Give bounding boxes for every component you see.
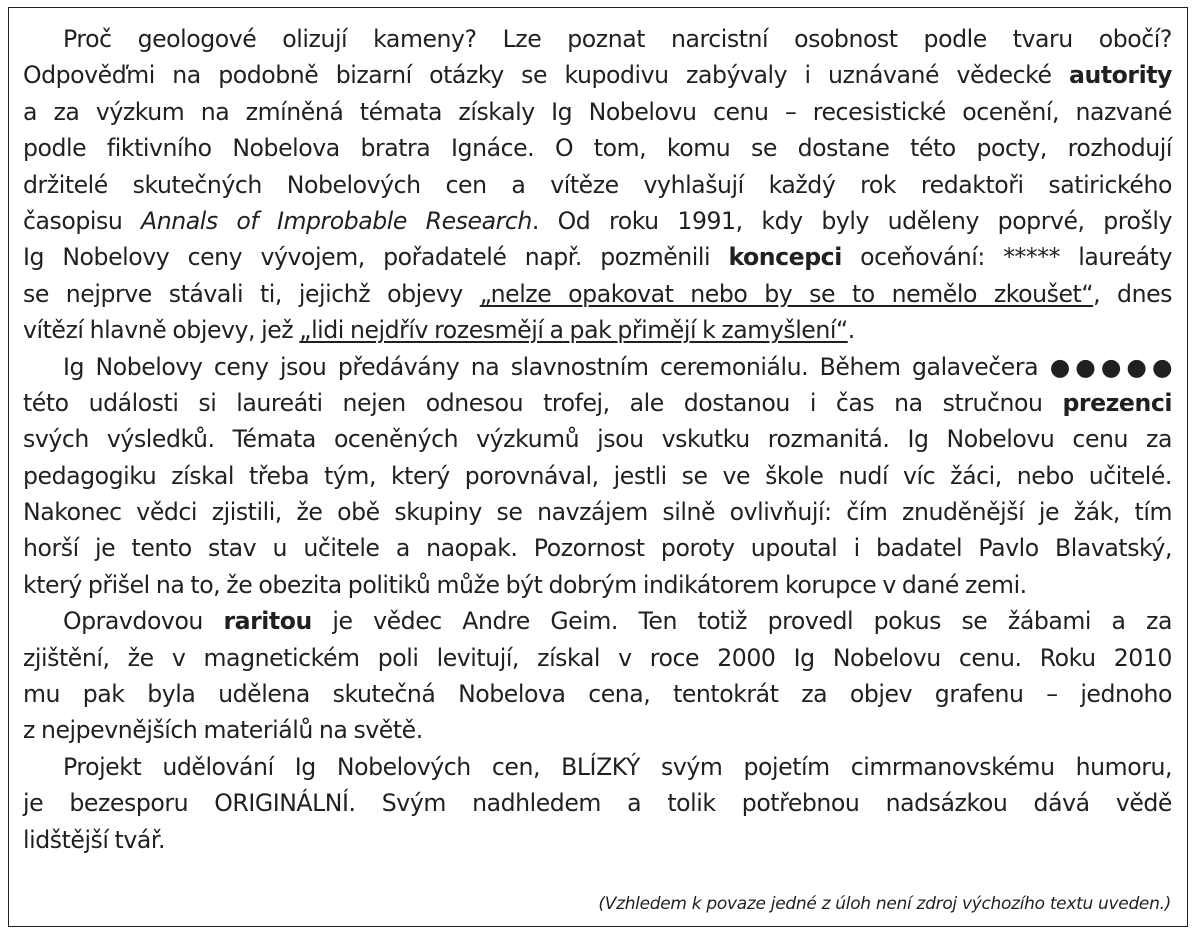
text-segment: který přišel na to, že obezita politiků může být dobrým indikátorem korupce v dané zemi. bbox=[23, 570, 1027, 599]
text-segment: Proč geologové olizují kameny? Lze poznat narcistní osobnost podle tvaru obočí? bbox=[63, 25, 1172, 53]
underlined-quote: „lidi nejdřív rozesmějí a pak přimějí k zamyšlení“ bbox=[299, 316, 848, 345]
text-segment: zjištění, že v magnetickém poli levitují, získal v roce 2000 Ig Nobelovu cenu. Roku 2010 bbox=[23, 643, 1172, 672]
text-segment: Odpověďmi na podobně bizarní otázky se kupodivu zabývaly i uznávané vědecké bbox=[23, 61, 1069, 90]
text-segment: Ig Nobelovy ceny jsou předávány na slavnostním ceremoniálu. Během galavečera ●●●●● bbox=[63, 352, 1172, 381]
text-line bbox=[23, 167, 1172, 203]
underlined-quote: „nelze opakovat nebo by se to nemělo zkoušet“ bbox=[479, 279, 1094, 308]
text-segment: vítězí hlavně objevy, jež bbox=[23, 316, 300, 345]
text-segment: pedagogiku získal třeba tým, který porovnával, jestli se ve škole nudí víc žáci, nebo učitelé. bbox=[23, 461, 1172, 490]
text-line bbox=[23, 57, 1172, 93]
text-segment: mu pak byla udělena skutečná Nobelova cena, tentokrát za objev grafenu – jednoho bbox=[23, 680, 1172, 709]
text-line bbox=[23, 349, 1172, 385]
bold-word: koncepci bbox=[728, 243, 842, 272]
text-line bbox=[23, 785, 1172, 821]
text-segment: držitelé skutečných Nobelových cen a vítěze vyhlašují každý rok redaktoři satirického bbox=[23, 170, 1172, 199]
text-line bbox=[23, 421, 1172, 457]
bold-word: autority bbox=[1069, 61, 1172, 90]
text-segment: svých výsledků. Témata oceněných výzkumů jsou vskutku rozmanitá. Ig Nobelovu cenu za bbox=[23, 425, 1172, 454]
text-line bbox=[23, 21, 1172, 57]
paragraph bbox=[23, 749, 1172, 858]
text-frame bbox=[8, 7, 1188, 927]
text-segment: je bezesporu ORIGINÁLNÍ. Svým nadhledem a tolik potřebnou nadsázkou dává vědě bbox=[23, 789, 1172, 818]
text-segment: Opravdovou bbox=[63, 607, 224, 636]
article-text bbox=[23, 21, 1172, 858]
italic-title: Annals of Improbable Research bbox=[141, 206, 532, 235]
text-segment: a za výzkum na zmíněná témata získaly Ig Nobelovu cenu – recesistické ocenění, nazvané bbox=[23, 97, 1172, 126]
paragraph bbox=[23, 21, 1172, 349]
text-line bbox=[23, 276, 1172, 312]
text-segment: . Od roku 1991, kdy byly uděleny poprvé, prošly bbox=[531, 206, 1172, 235]
text-line bbox=[23, 749, 1172, 785]
text-segment: Ig Nobelovy ceny vývojem, pořadatelé např. pozměnili bbox=[23, 243, 729, 272]
text-line bbox=[23, 494, 1172, 530]
text-line bbox=[23, 385, 1172, 421]
bold-word: raritou bbox=[223, 607, 312, 636]
text-segment: této události si laureáti nejen odnesou trofej, ale dostanou i čas na stručnou bbox=[23, 388, 1063, 417]
text-line bbox=[23, 567, 1172, 603]
bold-word: prezenci bbox=[1062, 388, 1172, 417]
text-segment: časopisu bbox=[23, 206, 142, 235]
text-line bbox=[23, 712, 1172, 748]
text-segment: z nejpevnějších materiálů na světě. bbox=[23, 716, 423, 745]
text-segment: lidštější tvář. bbox=[23, 825, 166, 854]
text-line bbox=[23, 676, 1172, 712]
text-segment: Nakonec vědci zjistili, že obě skupiny se navzájem silně ovlivňují: čím znuděnější je žák, tím bbox=[23, 498, 1172, 527]
text-line bbox=[23, 530, 1172, 566]
text-segment: . bbox=[847, 316, 855, 345]
text-line bbox=[23, 312, 1172, 348]
text-line bbox=[23, 130, 1172, 166]
text-line bbox=[23, 822, 1172, 858]
text-line bbox=[23, 239, 1172, 275]
text-segment: se nejprve stávali ti, jejichž objevy bbox=[23, 279, 480, 308]
text-line bbox=[23, 458, 1172, 494]
text-segment: podle fiktivního Nobelova bratra Ignáce. O tom, komu se dostane této pocty, rozhodují bbox=[23, 134, 1172, 163]
text-segment: horší je tento stav u učitele a naopak. Pozornost poroty upoutal i badatel Pavlo Blavatský, bbox=[23, 534, 1172, 563]
text-segment: Projekt udělování Ig Nobelových cen, BLÍZKÝ svým pojetím cimrmanovskému humoru, bbox=[63, 752, 1172, 781]
text-segment: , dnes bbox=[1093, 279, 1172, 308]
text-line bbox=[23, 203, 1172, 239]
source-note: (Vzhledem k povaze jedné z úloh není zdroj výchozího textu uveden.) bbox=[598, 894, 1171, 914]
paragraph bbox=[23, 603, 1172, 749]
text-line bbox=[23, 603, 1172, 639]
text-line bbox=[23, 94, 1172, 130]
text-segment: oceňování: ***** laureáty bbox=[841, 243, 1172, 272]
text-segment: je vědec Andre Geim. Ten totiž provedl pokus se žábami a za bbox=[311, 607, 1172, 636]
paragraph bbox=[23, 349, 1172, 604]
text-line bbox=[23, 640, 1172, 676]
